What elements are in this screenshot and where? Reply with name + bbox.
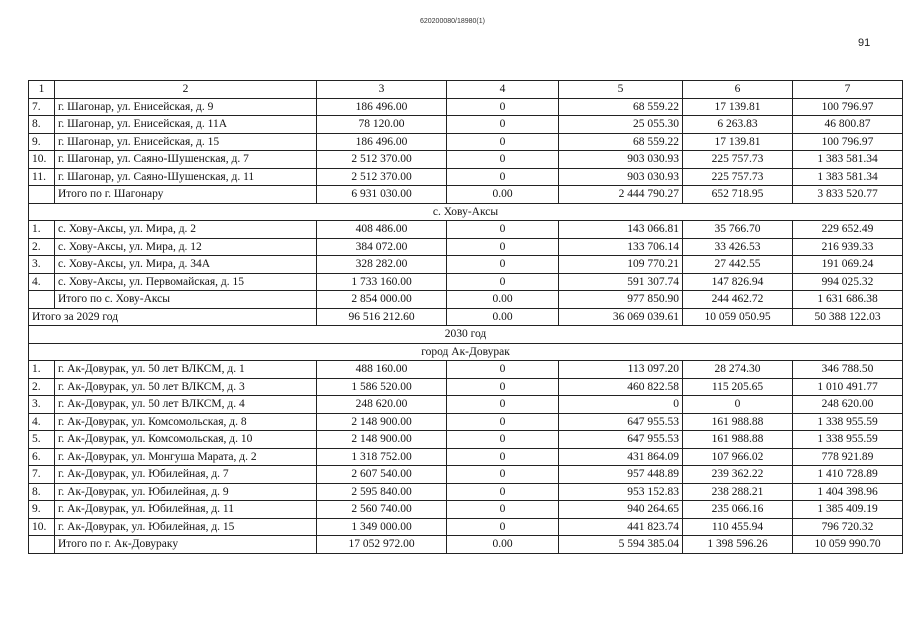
cell-col7: 46 800.87 (793, 116, 903, 134)
row-number: 3. (29, 256, 55, 274)
cell-col7: 10 059 990.70 (793, 536, 903, 554)
table-row (29, 413, 903, 431)
cell-col7: 796 720.32 (793, 518, 903, 536)
header-cell-6: 6 (683, 81, 793, 99)
cell-col4: 0 (447, 98, 559, 116)
row-number: 9. (29, 501, 55, 519)
table-body (29, 81, 903, 554)
section-title: 2030 год (29, 326, 903, 344)
cell-col6: 225 757.73 (683, 168, 793, 186)
address-cell: г. Ак-Довурак, ул. Юбилейная, д. 7 (55, 466, 317, 484)
table-row (29, 483, 903, 501)
table-row (29, 431, 903, 449)
total-label: Итого по г. Ак-Довураку (55, 536, 317, 554)
cell-col6: 35 766.70 (683, 221, 793, 239)
cell-col5: 36 069 039.61 (559, 308, 683, 326)
table-row (29, 238, 903, 256)
empty-cell (29, 186, 55, 204)
cell-col3: 2 512 370.00 (317, 151, 447, 169)
cell-col5: 957 448.89 (559, 466, 683, 484)
table-row (29, 168, 903, 186)
table-row (29, 221, 903, 239)
address-cell: г. Ак-Довурак, ул. 50 лет ВЛКСМ, д. 3 (55, 378, 317, 396)
cell-col6: 652 718.95 (683, 186, 793, 204)
cell-col6: 235 066.16 (683, 501, 793, 519)
cell-col5: 977 850.90 (559, 291, 683, 309)
cell-col3: 328 282.00 (317, 256, 447, 274)
table-row (29, 133, 903, 151)
cell-col7: 1 383 581.34 (793, 151, 903, 169)
cell-col5: 109 770.21 (559, 256, 683, 274)
cell-col6: 110 455.94 (683, 518, 793, 536)
cell-col5: 903 030.93 (559, 151, 683, 169)
address-cell: г. Ак-Довурак, ул. Комсомольская, д. 10 (55, 431, 317, 449)
cell-col7: 778 921.89 (793, 448, 903, 466)
empty-cell (29, 291, 55, 309)
cell-col4: 0 (447, 361, 559, 379)
cell-col3: 2 512 370.00 (317, 168, 447, 186)
header-cell-7: 7 (793, 81, 903, 99)
row-number: 6. (29, 448, 55, 466)
cell-col6: 147 826.94 (683, 273, 793, 291)
cell-col6: 244 462.72 (683, 291, 793, 309)
cell-col6: 107 966.02 (683, 448, 793, 466)
cell-col4: 0 (447, 501, 559, 519)
cell-col5: 2 444 790.27 (559, 186, 683, 204)
total-label: Итого по г. Шагонару (55, 186, 317, 204)
address-cell: г. Ак-Довурак, ул. 50 лет ВЛКСМ, д. 4 (55, 396, 317, 414)
cell-col7: 248 620.00 (793, 396, 903, 414)
cell-col7: 1 010 491.77 (793, 378, 903, 396)
cell-col5: 143 066.81 (559, 221, 683, 239)
table-row (29, 396, 903, 414)
cell-col7: 1 410 728.89 (793, 466, 903, 484)
table-row (29, 361, 903, 379)
cell-col7: 1 383 581.34 (793, 168, 903, 186)
cell-col3: 488 160.00 (317, 361, 447, 379)
document-id: 620200080/18980(1) (419, 18, 485, 25)
row-number: 3. (29, 396, 55, 414)
address-cell: с. Хову-Аксы, ул. Мира, д. 12 (55, 238, 317, 256)
row-number: 1. (29, 361, 55, 379)
cell-col3: 1 586 520.00 (317, 378, 447, 396)
cell-col3: 2 148 900.00 (317, 413, 447, 431)
header-cell-2: 2 (55, 81, 317, 99)
table-row (29, 466, 903, 484)
cell-col5: 953 152.83 (559, 483, 683, 501)
cell-col3: 408 486.00 (317, 221, 447, 239)
table-row (29, 151, 903, 169)
cell-col4: 0 (447, 518, 559, 536)
cell-col3: 1 349 000.00 (317, 518, 447, 536)
cell-col7: 3 833 520.77 (793, 186, 903, 204)
cell-col7: 994 025.32 (793, 273, 903, 291)
cell-col4: 0.00 (447, 308, 559, 326)
cell-col3: 384 072.00 (317, 238, 447, 256)
cell-col3: 248 620.00 (317, 396, 447, 414)
table-row (29, 116, 903, 134)
cell-col4: 0.00 (447, 186, 559, 204)
table-row (29, 98, 903, 116)
cell-col7: 1 338 955.59 (793, 431, 903, 449)
cell-col6: 10 059 050.95 (683, 308, 793, 326)
cell-col6: 27 442.55 (683, 256, 793, 274)
table-row (29, 273, 903, 291)
cell-col7: 1 338 955.59 (793, 413, 903, 431)
address-cell: г. Ак-Довурак, ул. Монгуша Марата, д. 2 (55, 448, 317, 466)
row-number: 1. (29, 221, 55, 239)
header-row (29, 81, 903, 99)
address-cell: с. Хову-Аксы, ул. Мира, д. 2 (55, 221, 317, 239)
cell-col6: 33 426.53 (683, 238, 793, 256)
cell-col4: 0 (447, 116, 559, 134)
section-title: с. Хову-Аксы (29, 203, 903, 221)
cell-col7: 50 388 122.03 (793, 308, 903, 326)
address-cell: г. Ак-Довурак, ул. Юбилейная, д. 15 (55, 518, 317, 536)
cell-col4: 0 (447, 483, 559, 501)
row-number: 8. (29, 483, 55, 501)
section-header-row (29, 203, 903, 221)
cell-col5: 68 559.22 (559, 98, 683, 116)
cell-col7: 100 796.97 (793, 133, 903, 151)
cell-col5: 113 097.20 (559, 361, 683, 379)
cell-col3: 2 560 740.00 (317, 501, 447, 519)
page-number: 91 (858, 37, 871, 49)
cell-col3: 2 148 900.00 (317, 431, 447, 449)
cell-col6: 0 (683, 396, 793, 414)
cell-col4: 0 (447, 413, 559, 431)
cell-col7: 346 788.50 (793, 361, 903, 379)
section-header-row (29, 326, 903, 344)
cell-col4: 0 (447, 256, 559, 274)
cell-col3: 2 607 540.00 (317, 466, 447, 484)
cell-col7: 1 631 686.38 (793, 291, 903, 309)
row-number: 10. (29, 518, 55, 536)
cell-col5: 647 955.53 (559, 431, 683, 449)
row-number: 4. (29, 413, 55, 431)
row-number: 10. (29, 151, 55, 169)
address-cell: г. Шагонар, ул. Енисейская, д. 15 (55, 133, 317, 151)
row-number: 11. (29, 168, 55, 186)
cell-col3: 2 595 840.00 (317, 483, 447, 501)
total-row (29, 536, 903, 554)
address-cell: г. Шагонар, ул. Енисейская, д. 11А (55, 116, 317, 134)
row-number: 8. (29, 116, 55, 134)
register-table (28, 80, 903, 554)
cell-col3: 17 052 972.00 (317, 536, 447, 554)
cell-col4: 0 (447, 151, 559, 169)
cell-col7: 216 939.33 (793, 238, 903, 256)
address-cell: г. Ак-Довурак, ул. 50 лет ВЛКСМ, д. 1 (55, 361, 317, 379)
cell-col5: 647 955.53 (559, 413, 683, 431)
cell-col7: 1 404 398.96 (793, 483, 903, 501)
table-row (29, 518, 903, 536)
cell-col6: 1 398 596.26 (683, 536, 793, 554)
row-number: 5. (29, 431, 55, 449)
cell-col5: 940 264.65 (559, 501, 683, 519)
address-cell: г. Ак-Довурак, ул. Комсомольская, д. 8 (55, 413, 317, 431)
cell-col4: 0 (447, 133, 559, 151)
total-row (29, 308, 903, 326)
cell-col6: 161 988.88 (683, 413, 793, 431)
cell-col5: 460 822.58 (559, 378, 683, 396)
section-title: город Ак-Довурак (29, 343, 903, 361)
cell-col4: 0 (447, 448, 559, 466)
cell-col5: 0 (559, 396, 683, 414)
cell-col5: 431 864.09 (559, 448, 683, 466)
row-number: 4. (29, 273, 55, 291)
cell-col4: 0.00 (447, 536, 559, 554)
total-row (29, 186, 903, 204)
cell-col5: 591 307.74 (559, 273, 683, 291)
cell-col3: 96 516 212.60 (317, 308, 447, 326)
cell-col5: 133 706.14 (559, 238, 683, 256)
cell-col7: 229 652.49 (793, 221, 903, 239)
cell-col3: 186 496.00 (317, 133, 447, 151)
cell-col6: 115 205.65 (683, 378, 793, 396)
section-header-row (29, 343, 903, 361)
cell-col4: 0 (447, 238, 559, 256)
cell-col4: 0 (447, 273, 559, 291)
cell-col3: 6 931 030.00 (317, 186, 447, 204)
address-cell: с. Хову-Аксы, ул. Первомайская, д. 15 (55, 273, 317, 291)
address-cell: г. Шагонар, ул. Саяно-Шушенская, д. 7 (55, 151, 317, 169)
total-row (29, 291, 903, 309)
cell-col4: 0 (447, 431, 559, 449)
header-cell-5: 5 (559, 81, 683, 99)
address-cell: г. Шагонар, ул. Енисейская, д. 9 (55, 98, 317, 116)
row-number: 9. (29, 133, 55, 151)
address-cell: с. Хову-Аксы, ул. Мира, д. 34А (55, 256, 317, 274)
header-cell-1: 1 (29, 81, 55, 99)
cell-col7: 191 069.24 (793, 256, 903, 274)
cell-col4: 0 (447, 396, 559, 414)
cell-col4: 0 (447, 378, 559, 396)
table-row (29, 501, 903, 519)
address-cell: г. Ак-Довурак, ул. Юбилейная, д. 11 (55, 501, 317, 519)
cell-col5: 5 594 385.04 (559, 536, 683, 554)
address-cell: г. Ак-Довурак, ул. Юбилейная, д. 9 (55, 483, 317, 501)
cell-col3: 1 733 160.00 (317, 273, 447, 291)
cell-col3: 78 120.00 (317, 116, 447, 134)
cell-col3: 2 854 000.00 (317, 291, 447, 309)
cell-col6: 238 288.21 (683, 483, 793, 501)
table-row (29, 256, 903, 274)
cell-col5: 903 030.93 (559, 168, 683, 186)
cell-col6: 6 263.83 (683, 116, 793, 134)
row-number: 7. (29, 466, 55, 484)
row-number: 2. (29, 238, 55, 256)
table-row (29, 378, 903, 396)
cell-col6: 239 362.22 (683, 466, 793, 484)
cell-col5: 441 823.74 (559, 518, 683, 536)
cell-col6: 28 274.30 (683, 361, 793, 379)
cell-col3: 186 496.00 (317, 98, 447, 116)
cell-col7: 1 385 409.19 (793, 501, 903, 519)
cell-col4: 0 (447, 466, 559, 484)
cell-col4: 0 (447, 168, 559, 186)
empty-cell (29, 536, 55, 554)
cell-col5: 68 559.22 (559, 133, 683, 151)
cell-col4: 0.00 (447, 291, 559, 309)
row-number: 2. (29, 378, 55, 396)
cell-col5: 25 055.30 (559, 116, 683, 134)
header-cell-4: 4 (447, 81, 559, 99)
cell-col6: 17 139.81 (683, 133, 793, 151)
cell-col6: 161 988.88 (683, 431, 793, 449)
cell-col4: 0 (447, 221, 559, 239)
row-number: 7. (29, 98, 55, 116)
address-cell: г. Шагонар, ул. Саяно-Шушенская, д. 11 (55, 168, 317, 186)
header-cell-3: 3 (317, 81, 447, 99)
total-label: Итого по с. Хову-Аксы (55, 291, 317, 309)
cell-col7: 100 796.97 (793, 98, 903, 116)
table-row (29, 448, 903, 466)
cell-col6: 17 139.81 (683, 98, 793, 116)
cell-col6: 225 757.73 (683, 151, 793, 169)
cell-col3: 1 318 752.00 (317, 448, 447, 466)
total-label: Итого за 2029 год (29, 308, 317, 326)
